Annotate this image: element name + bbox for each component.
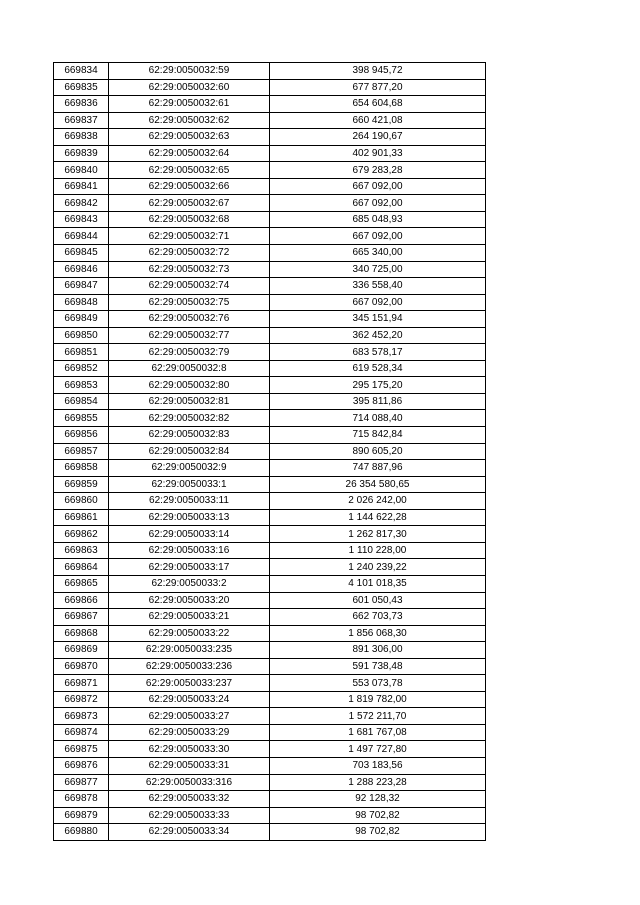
cadastral-number-cell: 62:29:0050032:71 [109, 228, 270, 245]
table-row [54, 708, 486, 725]
row-number-cell: 669852 [54, 360, 109, 377]
row-number-cell: 669864 [54, 559, 109, 576]
row-number-cell: 669869 [54, 642, 109, 659]
cadastral-number-cell: 62:29:0050033:33 [109, 807, 270, 824]
cadastral-value-cell: 679 283,28 [270, 162, 486, 179]
table-row [54, 211, 486, 228]
row-number-cell: 669868 [54, 625, 109, 642]
cadastral-value-cell: 685 048,93 [270, 211, 486, 228]
cadastral-value-cell: 402 901,33 [270, 145, 486, 162]
row-number-cell: 669838 [54, 129, 109, 146]
table-row [54, 410, 486, 427]
table-row [54, 592, 486, 609]
cadastral-value-cell: 667 092,00 [270, 228, 486, 245]
cadastral-value-cell: 26 354 580,65 [270, 476, 486, 493]
table-row [54, 195, 486, 212]
table-row [54, 294, 486, 311]
cadastral-value-cell: 1 819 782,00 [270, 691, 486, 708]
cadastral-value-cell: 1 288 223,28 [270, 774, 486, 791]
row-number-cell: 669851 [54, 344, 109, 361]
cadastral-value-cell: 1 262 817,30 [270, 526, 486, 543]
row-number-cell: 669843 [54, 211, 109, 228]
table-row [54, 162, 486, 179]
table-row [54, 311, 486, 328]
row-number-cell: 669846 [54, 261, 109, 278]
cadastral-number-cell: 62:29:0050032:84 [109, 443, 270, 460]
row-number-cell: 669850 [54, 327, 109, 344]
table-row [54, 807, 486, 824]
cadastral-number-cell: 62:29:0050033:32 [109, 791, 270, 808]
table-row [54, 791, 486, 808]
cadastral-number-cell: 62:29:0050032:65 [109, 162, 270, 179]
table-row [54, 476, 486, 493]
cadastral-number-cell: 62:29:0050032:73 [109, 261, 270, 278]
row-number-cell: 669879 [54, 807, 109, 824]
table-row [54, 741, 486, 758]
table-row [54, 658, 486, 675]
cadastral-number-cell: 62:29:0050032:63 [109, 129, 270, 146]
table-body [54, 63, 486, 841]
row-number-cell: 669856 [54, 427, 109, 444]
table-row [54, 427, 486, 444]
cadastral-value-cell: 677 877,20 [270, 79, 486, 96]
cadastral-number-cell: 62:29:0050032:59 [109, 63, 270, 80]
row-number-cell: 669854 [54, 393, 109, 410]
row-number-cell: 669845 [54, 245, 109, 262]
row-number-cell: 669834 [54, 63, 109, 80]
cadastral-number-cell: 62:29:0050032:67 [109, 195, 270, 212]
cadastral-value-cell: 619 528,34 [270, 360, 486, 377]
table-row [54, 377, 486, 394]
cadastral-value-cell: 395 811,86 [270, 393, 486, 410]
cadastral-value-cell: 747 887,96 [270, 460, 486, 477]
cadastral-number-cell: 62:29:0050033:235 [109, 642, 270, 659]
row-number-cell: 669880 [54, 824, 109, 841]
cadastral-number-cell: 62:29:0050033:2 [109, 575, 270, 592]
cadastral-value-cell: 667 092,00 [270, 294, 486, 311]
cadastral-value-cell: 591 738,48 [270, 658, 486, 675]
cadastral-value-cell: 92 128,32 [270, 791, 486, 808]
cadastral-number-cell: 62:29:0050032:9 [109, 460, 270, 477]
cadastral-value-cell: 362 452,20 [270, 327, 486, 344]
row-number-cell: 669867 [54, 609, 109, 626]
table-row [54, 112, 486, 129]
table-row [54, 724, 486, 741]
cadastral-number-cell: 62:29:0050033:11 [109, 493, 270, 510]
table-row [54, 774, 486, 791]
cadastral-number-cell: 62:29:0050032:68 [109, 211, 270, 228]
cadastral-number-cell: 62:29:0050033:20 [109, 592, 270, 609]
cadastral-number-cell: 62:29:0050032:74 [109, 278, 270, 295]
row-number-cell: 669873 [54, 708, 109, 725]
table-row [54, 228, 486, 245]
table-row [54, 609, 486, 626]
row-number-cell: 669849 [54, 311, 109, 328]
cadastral-number-cell: 62:29:0050033:237 [109, 675, 270, 692]
cadastral-number-cell: 62:29:0050033:29 [109, 724, 270, 741]
row-number-cell: 669836 [54, 96, 109, 113]
cadastral-value-cell: 98 702,82 [270, 807, 486, 824]
cadastral-number-cell: 62:29:0050033:27 [109, 708, 270, 725]
table-row [54, 360, 486, 377]
cadastral-value-cell: 890 605,20 [270, 443, 486, 460]
table-row [54, 493, 486, 510]
table-row [54, 63, 486, 80]
row-number-cell: 669875 [54, 741, 109, 758]
cadastral-value-cell: 660 421,08 [270, 112, 486, 129]
row-number-cell: 669853 [54, 377, 109, 394]
table-row [54, 245, 486, 262]
table-row [54, 691, 486, 708]
row-number-cell: 669837 [54, 112, 109, 129]
cadastral-number-cell: 62:29:0050033:30 [109, 741, 270, 758]
cadastral-number-cell: 62:29:0050032:66 [109, 178, 270, 195]
table-row [54, 327, 486, 344]
cadastral-number-cell: 62:29:0050032:8 [109, 360, 270, 377]
cadastral-number-cell: 62:29:0050033:316 [109, 774, 270, 791]
row-number-cell: 669876 [54, 757, 109, 774]
cadastral-value-cell: 683 578,17 [270, 344, 486, 361]
row-number-cell: 669847 [54, 278, 109, 295]
cadastral-number-cell: 62:29:0050033:31 [109, 757, 270, 774]
cadastral-value-cell: 601 050,43 [270, 592, 486, 609]
table-row [54, 526, 486, 543]
cadastral-value-cell: 2 026 242,00 [270, 493, 486, 510]
cadastral-value-cell: 665 340,00 [270, 245, 486, 262]
table-row [54, 757, 486, 774]
cadastral-value-cell: 654 604,68 [270, 96, 486, 113]
row-number-cell: 669841 [54, 178, 109, 195]
row-number-cell: 669842 [54, 195, 109, 212]
table-row [54, 393, 486, 410]
row-number-cell: 669877 [54, 774, 109, 791]
row-number-cell: 669862 [54, 526, 109, 543]
cadastral-number-cell: 62:29:0050032:77 [109, 327, 270, 344]
cadastral-value-cell: 264 190,67 [270, 129, 486, 146]
cadastral-value-cell: 1 144 622,28 [270, 509, 486, 526]
cadastral-number-cell: 62:29:0050032:75 [109, 294, 270, 311]
table-row [54, 145, 486, 162]
table-row [54, 96, 486, 113]
cadastral-number-cell: 62:29:0050033:34 [109, 824, 270, 841]
cadastral-number-cell: 62:29:0050032:61 [109, 96, 270, 113]
cadastral-value-cell: 340 725,00 [270, 261, 486, 278]
row-number-cell: 669861 [54, 509, 109, 526]
cadastral-value-cell: 714 088,40 [270, 410, 486, 427]
cadastral-value-cell: 1 856 068,30 [270, 625, 486, 642]
table-row [54, 642, 486, 659]
table-row [54, 509, 486, 526]
row-number-cell: 669839 [54, 145, 109, 162]
cadastral-number-cell: 62:29:0050033:13 [109, 509, 270, 526]
table-row [54, 129, 486, 146]
table-row [54, 178, 486, 195]
cadastral-value-cell: 662 703,73 [270, 609, 486, 626]
cadastral-value-cell: 703 183,56 [270, 757, 486, 774]
cadastral-value-cell: 295 175,20 [270, 377, 486, 394]
cadastral-number-cell: 62:29:0050032:60 [109, 79, 270, 96]
cadastral-value-cell: 1 110 228,00 [270, 542, 486, 559]
row-number-cell: 669872 [54, 691, 109, 708]
row-number-cell: 669859 [54, 476, 109, 493]
cadastral-number-cell: 62:29:0050033:14 [109, 526, 270, 543]
row-number-cell: 669878 [54, 791, 109, 808]
cadastral-number-cell: 62:29:0050032:62 [109, 112, 270, 129]
cadastral-value-cell: 1 681 767,08 [270, 724, 486, 741]
cadastral-value-cell: 1 572 211,70 [270, 708, 486, 725]
cadastral-number-cell: 62:29:0050032:83 [109, 427, 270, 444]
table-row [54, 460, 486, 477]
cadastral-value-cell: 891 306,00 [270, 642, 486, 659]
table-row [54, 79, 486, 96]
cadastral-number-cell: 62:29:0050033:21 [109, 609, 270, 626]
row-number-cell: 669848 [54, 294, 109, 311]
cadastral-number-cell: 62:29:0050033:16 [109, 542, 270, 559]
cadastral-value-cell: 667 092,00 [270, 178, 486, 195]
cadastral-number-cell: 62:29:0050032:82 [109, 410, 270, 427]
cadastral-number-cell: 62:29:0050033:24 [109, 691, 270, 708]
cadastral-value-cell: 553 073,78 [270, 675, 486, 692]
row-number-cell: 669871 [54, 675, 109, 692]
row-number-cell: 669866 [54, 592, 109, 609]
cadastral-number-cell: 62:29:0050033:1 [109, 476, 270, 493]
cadastral-value-cell: 398 945,72 [270, 63, 486, 80]
table-row [54, 443, 486, 460]
cadastral-value-cell: 336 558,40 [270, 278, 486, 295]
cadastral-number-cell: 62:29:0050032:79 [109, 344, 270, 361]
table-row [54, 824, 486, 841]
cadastral-value-cell: 667 092,00 [270, 195, 486, 212]
cadastral-number-cell: 62:29:0050033:17 [109, 559, 270, 576]
cadastral-number-cell: 62:29:0050032:72 [109, 245, 270, 262]
row-number-cell: 669844 [54, 228, 109, 245]
cadastral-number-cell: 62:29:0050032:80 [109, 377, 270, 394]
table-row [54, 261, 486, 278]
cadastral-number-cell: 62:29:0050032:64 [109, 145, 270, 162]
table-row [54, 625, 486, 642]
table-row [54, 344, 486, 361]
table-row [54, 675, 486, 692]
cadastral-value-cell: 4 101 018,35 [270, 575, 486, 592]
cadastral-number-cell: 62:29:0050033:22 [109, 625, 270, 642]
cadastral-number-cell: 62:29:0050033:236 [109, 658, 270, 675]
table-row [54, 559, 486, 576]
cadastral-value-cell: 345 151,94 [270, 311, 486, 328]
cadastral-value-cell: 1 240 239,22 [270, 559, 486, 576]
cadastral-value-cell: 715 842,84 [270, 427, 486, 444]
row-number-cell: 669863 [54, 542, 109, 559]
row-number-cell: 669857 [54, 443, 109, 460]
cadastral-number-cell: 62:29:0050032:81 [109, 393, 270, 410]
row-number-cell: 669840 [54, 162, 109, 179]
row-number-cell: 669874 [54, 724, 109, 741]
table-row [54, 278, 486, 295]
row-number-cell: 669835 [54, 79, 109, 96]
cadastral-value-cell: 98 702,82 [270, 824, 486, 841]
row-number-cell: 669870 [54, 658, 109, 675]
cadastral-value-table [53, 62, 486, 841]
row-number-cell: 669855 [54, 410, 109, 427]
cadastral-value-cell: 1 497 727,80 [270, 741, 486, 758]
table-row [54, 575, 486, 592]
row-number-cell: 669858 [54, 460, 109, 477]
row-number-cell: 669860 [54, 493, 109, 510]
row-number-cell: 669865 [54, 575, 109, 592]
table-row [54, 542, 486, 559]
cadastral-number-cell: 62:29:0050032:76 [109, 311, 270, 328]
